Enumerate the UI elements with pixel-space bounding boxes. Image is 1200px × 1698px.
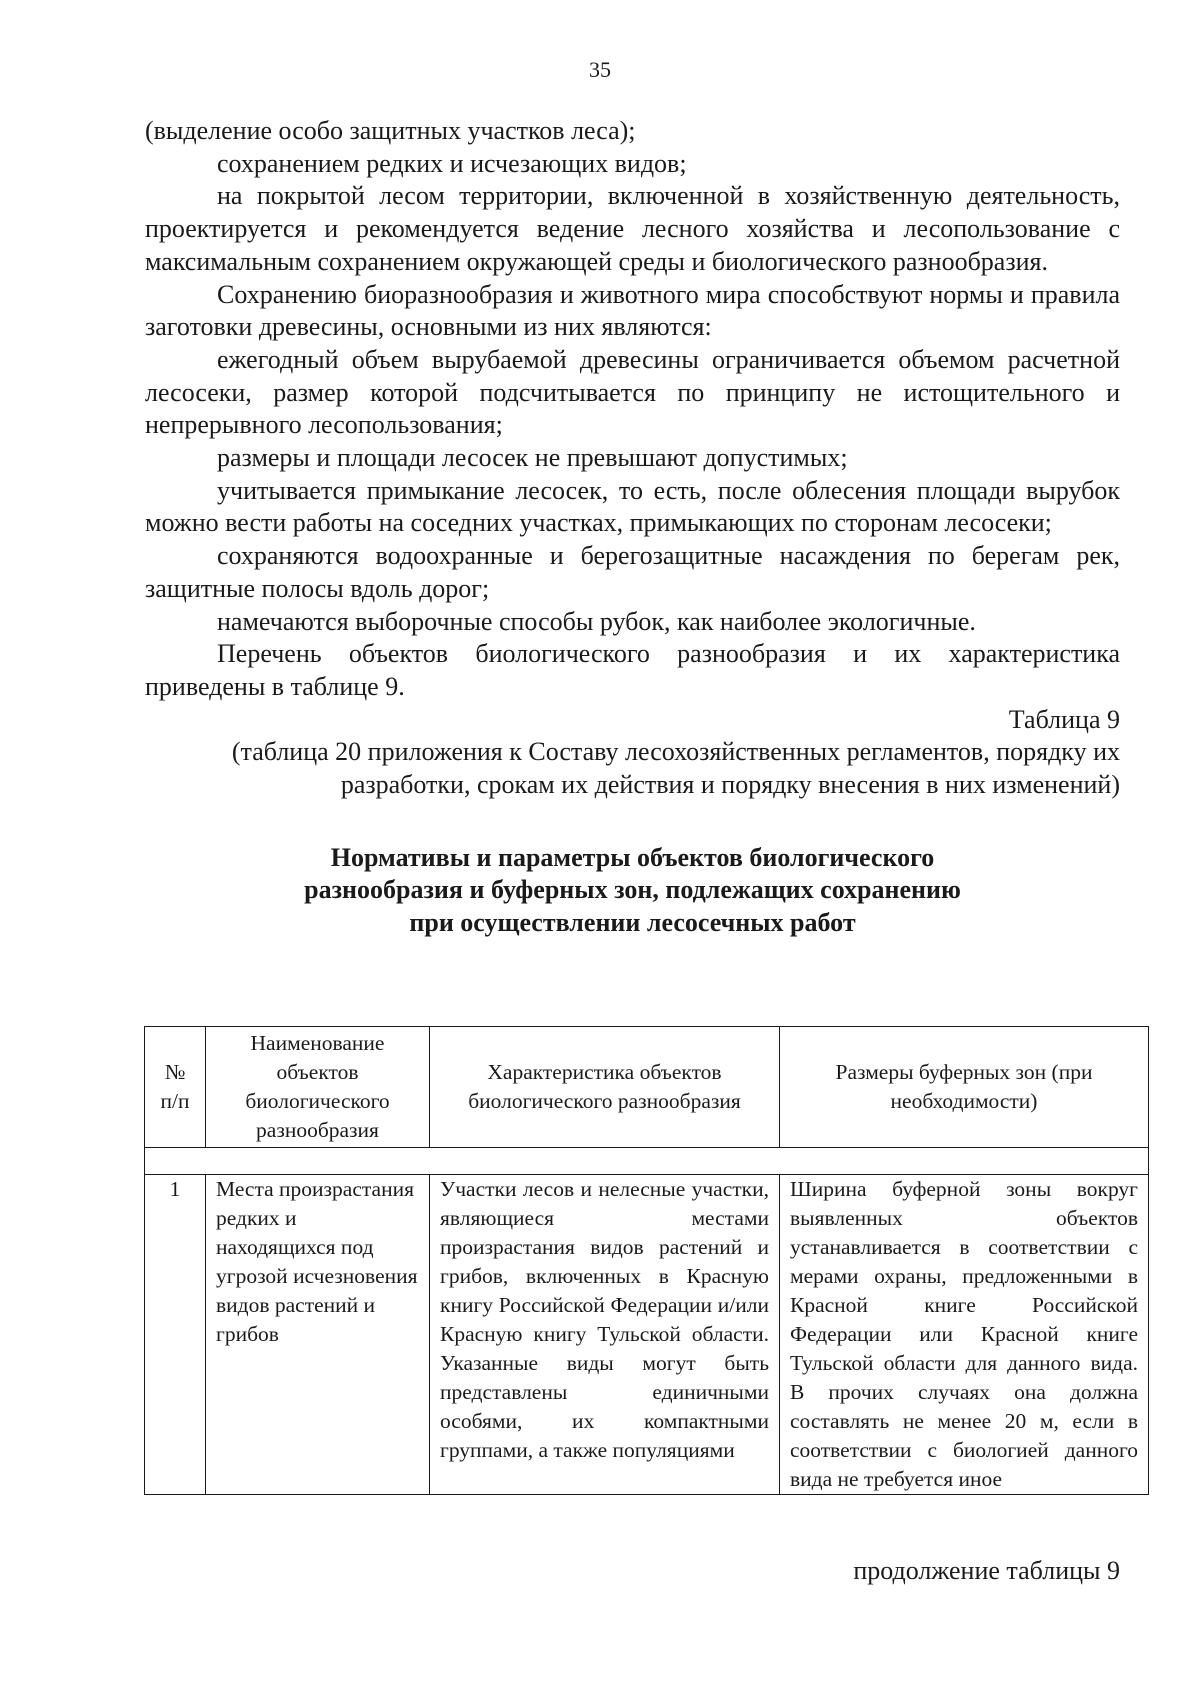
- header-number-line: №: [164, 1060, 186, 1084]
- cell-number: 1: [145, 1175, 206, 1495]
- paragraph: намечаются выборочные способы рубок, как наиболее экологичные.: [217, 606, 976, 636]
- paragraph: Сохранению биоразнообразия и животного мира способствуют нормы и правила заготовки древесины, основными из них являются:: [145, 279, 1120, 342]
- paragraph: учитывается примыкание лесосек, то есть, после облесения площади вырубок можно вести работы на соседних участках, примыкающих по сторонам лесосеки;: [145, 475, 1120, 538]
- cell-name: Места произрастания редких и находящихся под угрозой исчезновения видов растений и грибов: [206, 1175, 430, 1495]
- header-number: [145, 1027, 206, 1148]
- paragraph: ежегодный объем вырубаемой древесины ограничивается объемом расчетной лесосеки, размер которой подсчитывается по принципу не истощительного и непрерывного лесопользования;: [145, 344, 1120, 440]
- header-number-line: п/п: [160, 1089, 190, 1113]
- paragraph: Перечень объектов биологического разнообразия и их характеристика приведены в таблице 9.: [145, 639, 1120, 701]
- header-name: Наименование объектов биологического разнообразия: [206, 1027, 430, 1148]
- table-heading-line: Нормативы и параметры объектов биологического: [330, 842, 935, 872]
- header-characteristic: Характеристика объектов биологического разнообразия: [430, 1027, 780, 1148]
- header-buffer: Размеры буферных зон (при необходимости): [780, 1027, 1149, 1148]
- paragraph: сохранением редких и исчезающих видов;: [217, 148, 687, 178]
- cell-characteristic: Участки лесов и нелесные участки, являющиеся местами произрастания видов растений и грибов, включенных в Красную книгу Российской Федерации и/или Красную книгу Тульской области. Указанные виды могут быть представлены единичными особями, их компактными группами, а также популяциями: [430, 1175, 780, 1495]
- document-body: [145, 115, 1120, 939]
- table-continuation-label: продолжение таблицы 9: [853, 1556, 1120, 1585]
- table-heading: [145, 842, 1120, 940]
- table-header-row: [145, 1027, 1149, 1148]
- biodiversity-table: [144, 1026, 1149, 1495]
- paragraph: сохраняются водоохранные и берегозащитные насаждения по берегам рек, защитные полосы вдоль дорог;: [145, 541, 1120, 603]
- paragraph: на покрытой лесом территории, включенной в хозяйственную деятельность, проектируется и рекомендуется ведение лесного хозяйства и лесопользование с максимальным сохранением окружающей среды и биологического разнообразия.: [145, 181, 1120, 276]
- table-source-line: разработки, срокам их действия и порядку внесения в них изменений): [340, 770, 1120, 800]
- paragraph: размеры и площади лесосек не превышают допустимых;: [217, 443, 848, 473]
- paragraph: (выделение особо защитных участков леса);: [145, 116, 636, 145]
- cell-buffer: Ширина буферной зоны вокруг выявленных объектов устанавливается в соответствии с мерами охраны, предложенными в Красной книге Российской Федерации или Красной книге Тульской области для данного вида. В прочих случаях она должна составлять не менее 20 м, если в соответствии с биологией данного вида не требуется иное: [780, 1175, 1149, 1495]
- table-row: [145, 1175, 1149, 1495]
- table-heading-line: при осуществлении лесосечных работ: [409, 907, 856, 937]
- table-label: Таблица 9: [1008, 704, 1120, 734]
- spacer-cell: [145, 1148, 1149, 1175]
- table-heading-line: разнообразия и буферных зон, подлежащих сохранению: [304, 875, 961, 905]
- page-number: 35: [589, 57, 611, 82]
- table-spacer-row: [145, 1148, 1149, 1175]
- table-source-line: (таблица 20 приложения к Составу лесохозяйственных регламентов, порядку их: [231, 737, 1120, 767]
